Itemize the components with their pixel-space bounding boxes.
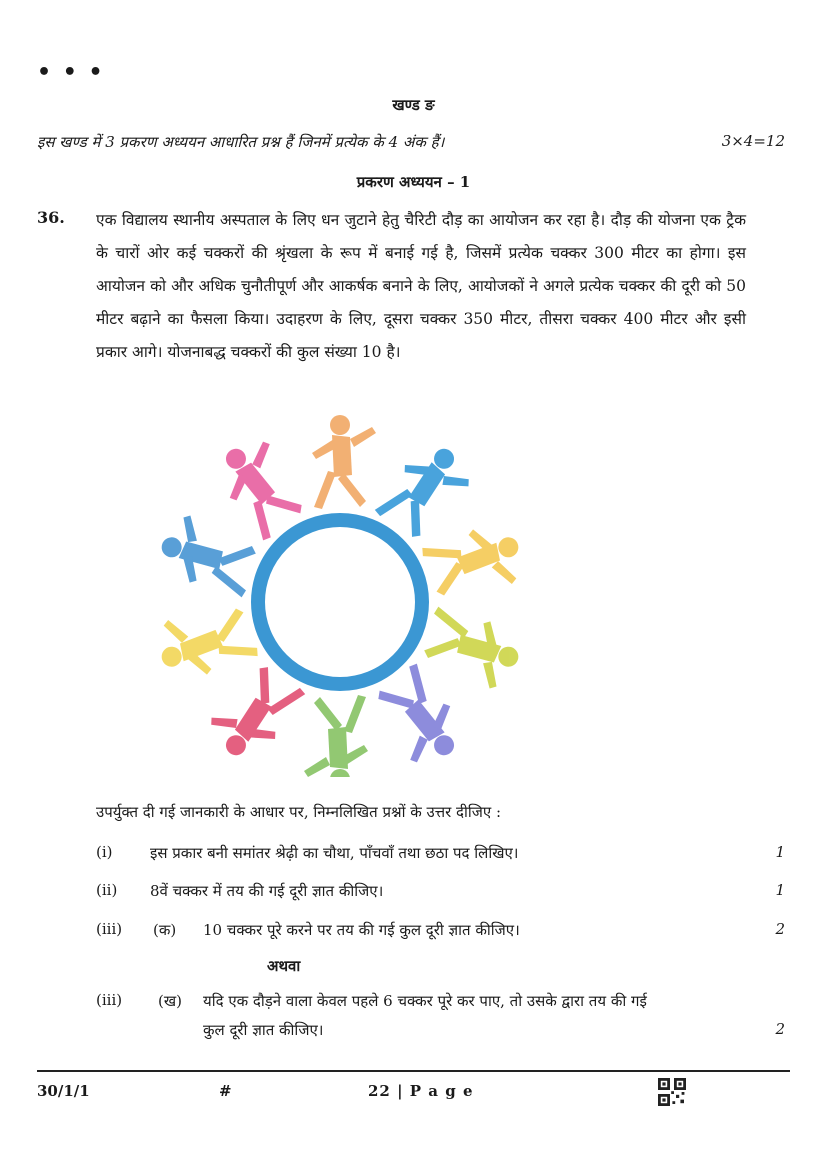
question-marks: 2 xyxy=(775,920,785,938)
footer-hash: # xyxy=(219,1082,232,1100)
runner-silhouette xyxy=(420,518,529,608)
section-instruction: इस खण्ड में 3 प्रकरण अध्ययन आधारित प्रश्न हैं जिनमें प्रत्येक के 4 अंक हैं। xyxy=(37,133,445,151)
question-text: 10 चक्कर पूरे करने पर तय की गई कुल दूरी ज्ञात कीजिए। xyxy=(203,921,520,939)
header-dots: • • • xyxy=(37,60,105,85)
or-divider: अथवा xyxy=(267,957,301,975)
question-marks: 1 xyxy=(775,843,785,861)
page-number-value: 22 xyxy=(368,1082,391,1100)
case-study-title: प्रकरण अध्ययन – 1 xyxy=(356,173,471,191)
case-study-paragraph: एक विद्यालय स्थानीय अस्पताल के लिए धन जुटाने हेतु चैरिटी दौड़ का आयोजन कर रहा है। दौड़ की योजना एक ट्रैक के चारों ओर कई चक्करों की श्रृंखला के रूप में बनाई गई है, जिसमें प्रत्येक चक्कर 300 मीटर का होगा। इस आयोजन को और अधिक चुनौतीपूर्ण और आकर्षक बनाने के लिए, आयोजकों ने अगले प्रत्येक चक्कर की दूरी को 50 मीटर बढ़ाने का फैसला किया। उदाहरण के लिए, दूसरा चक्कर 350 मीटर, तीसरा चक्कर 400 मीटर और इसी प्रकार आगे। योजनाबद्ध चक्करों की कुल संख्या 10 है। xyxy=(96,211,746,361)
question-text: इस प्रकार बनी समांतर श्रेढ़ी का चौथा, पाँचवाँ तथा छठा पद लिखिए। xyxy=(150,844,519,862)
runner-silhouette xyxy=(312,415,376,509)
runners-circle-figure xyxy=(150,412,530,777)
question-marks: 1 xyxy=(775,881,785,899)
footer-rule xyxy=(37,1070,790,1072)
questions-lead-in: उपर्युक्त दी गई जानकारी के आधार पर, निम्नलिखित प्रश्नों के उत्तर दीजिए : xyxy=(96,803,502,821)
question-text-line1: यदि एक दौड़ने वाला केवल पहले 6 चक्कर पूरे कर पाए, तो उसके द्वारा तय की गई xyxy=(203,992,647,1010)
runner-silhouette xyxy=(151,597,260,687)
page-label: | P a g e xyxy=(397,1082,474,1100)
question-label: (ii) xyxy=(96,881,118,899)
section-total-marks: 3×4=12 xyxy=(721,132,785,150)
runner-silhouette xyxy=(304,695,368,777)
question-text: 8वें चक्कर में तय की गई दूरी ज्ञात कीजिए। xyxy=(150,882,384,900)
question-number: 36. xyxy=(37,208,65,227)
question-marks: 2 xyxy=(775,1020,785,1038)
question-label: (iii) xyxy=(96,920,123,938)
runner-silhouette xyxy=(153,510,262,600)
page-number xyxy=(368,1082,474,1100)
runner-silhouette xyxy=(417,604,526,694)
question-text-line2: कुल दूरी ज्ञात कीजिए। xyxy=(203,1021,324,1039)
question-sub-label: (क) xyxy=(153,921,177,939)
question-label: (iii) xyxy=(96,991,123,1009)
runner-figures xyxy=(151,415,529,777)
track-ring xyxy=(258,520,422,684)
section-title: खण्ड ङ xyxy=(392,96,435,114)
question-label: (i) xyxy=(96,843,113,861)
question-sub-label: (ख) xyxy=(158,992,182,1010)
paper-code: 30/1/1 xyxy=(37,1082,90,1100)
qr-code-icon xyxy=(658,1078,686,1106)
